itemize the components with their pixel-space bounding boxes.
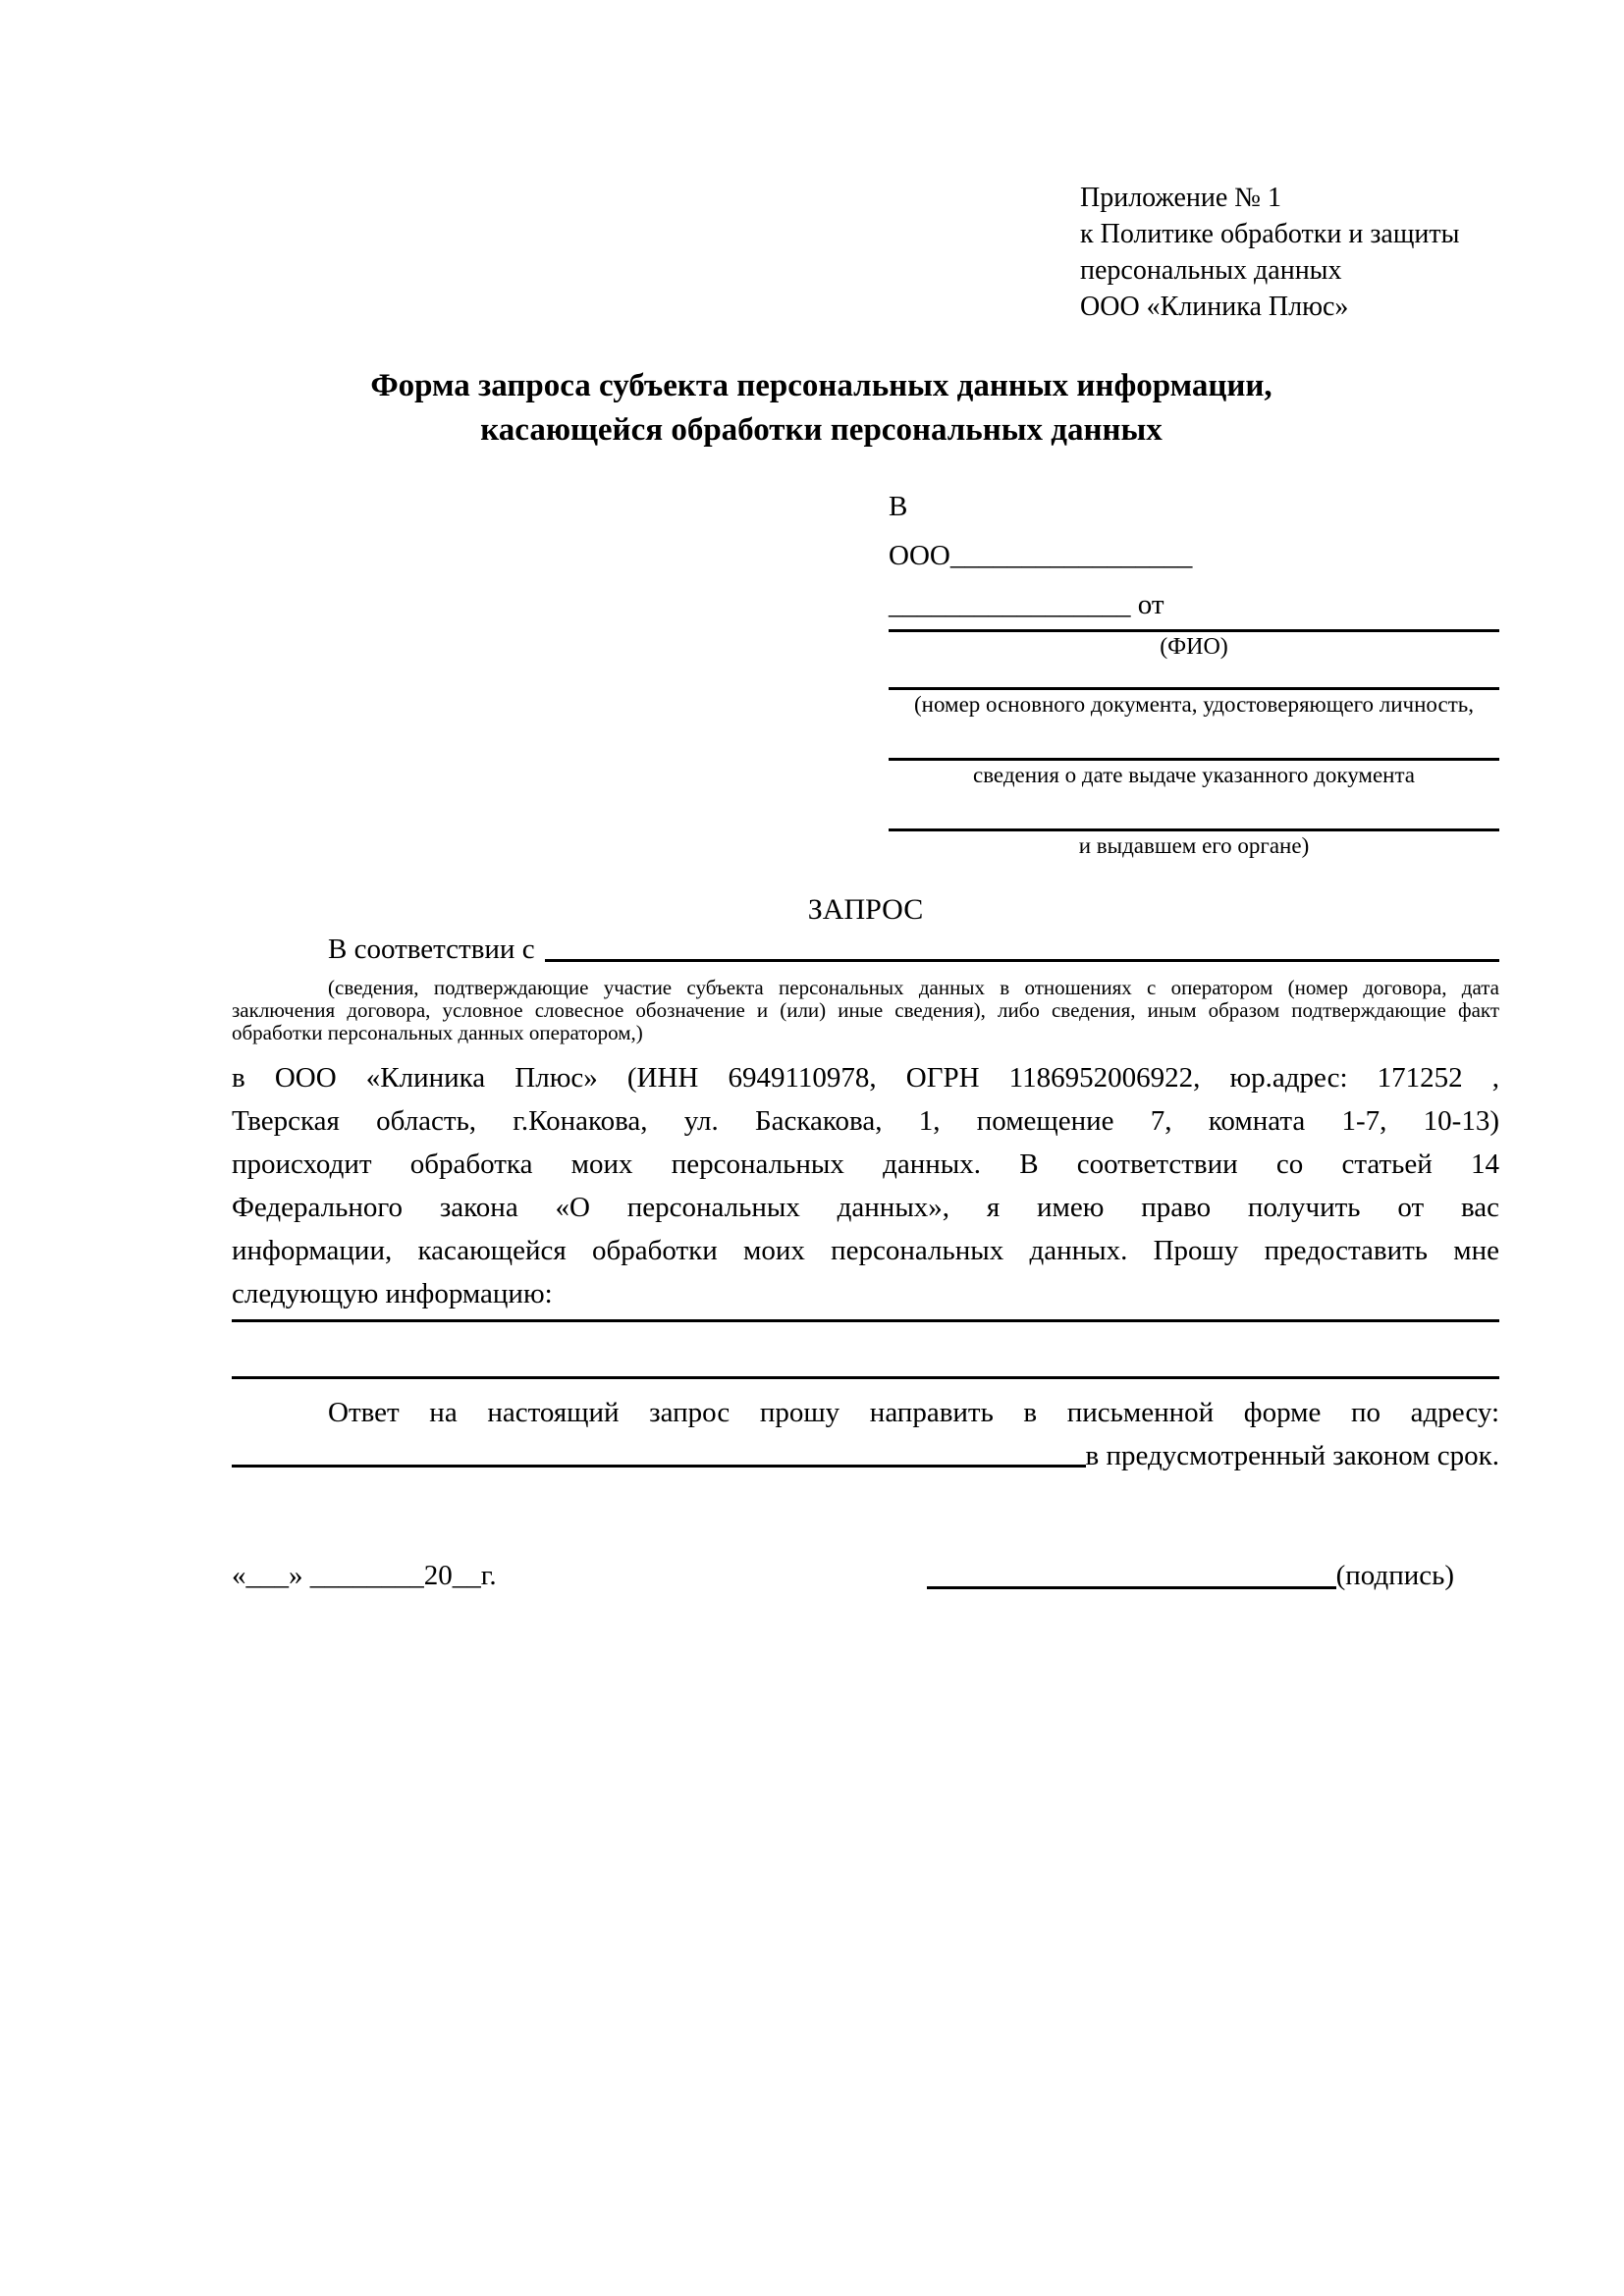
- appendix-note-line: к Политике обработки и защиты: [1080, 219, 1460, 249]
- request-body-line: Федерального закона «О персональных данных», я имею право получить от вас: [232, 1192, 1499, 1223]
- request-intro-label: В соответствии с: [328, 934, 535, 965]
- request-body-line: в ООО «Клиника Плюс» (ИНН 6949110978, ОГРН 1186952006922, юр.адрес: 171252 ,: [232, 1062, 1499, 1094]
- signature-blank-field: [927, 1586, 1336, 1589]
- fine-print-line: (сведения, подтверждающие участие субъекта персональных данных в отношениях с оператором (номер договора, дата: [328, 976, 1499, 999]
- addressee-block: [889, 482, 1499, 861]
- document-number-caption: (номер основного документа, удостоверяющего личность,: [913, 692, 1474, 717]
- response-address-blank-field: [232, 1465, 1086, 1468]
- document-number-group: [889, 687, 1499, 720]
- signature-caption: (подпись): [1335, 1560, 1454, 1591]
- issuing-authority-caption: и выдавшем его органе): [1078, 833, 1310, 858]
- request-intro-blank-field: [545, 930, 1499, 962]
- document-title-line: касающейся обработки персональных данных: [480, 412, 1163, 448]
- fine-print-line: заключения договора, условное словесное обозначение и (или) иные сведения), либо сведения, иным образом подтверждающие факт: [232, 998, 1499, 1022]
- issuing-authority-group: [889, 828, 1499, 861]
- appendix-note: [1080, 180, 1499, 325]
- requested-info-blank-field-2: [232, 1376, 1499, 1379]
- appendix-note-line: персональных данных: [1080, 255, 1342, 286]
- fine-print-note: [232, 977, 1499, 1044]
- issue-date-caption: сведения о дате выдаче указанного документа: [972, 763, 1416, 787]
- request-body-line: Тверская область, г.Конакова, ул. Баскакова, 1, помещение 7, комната 1-7, 10-13): [232, 1105, 1499, 1137]
- fio-caption: (ФИО): [1160, 634, 1228, 660]
- request-body-line: следующую информацию:: [232, 1278, 553, 1309]
- response-address-row: [232, 1434, 1499, 1477]
- addressee-to-line: В: [889, 491, 908, 522]
- response-address-sentence: Ответ на настоящий запрос прошу направить в письменной форме по адресу:: [328, 1397, 1499, 1428]
- request-heading: ЗАПРОС: [807, 893, 924, 926]
- footer-row: [232, 1554, 1499, 1597]
- request-intro-row: [232, 930, 1499, 969]
- document-title: [232, 364, 1411, 453]
- request-body-paragraph: [232, 1056, 1499, 1315]
- response-deadline-text: в предусмотренный законом срок.: [1085, 1440, 1499, 1471]
- issue-date-group: [889, 758, 1499, 790]
- document-content: [232, 0, 1499, 1597]
- document-title-line: Форма запроса субъекта персональных данных информации,: [370, 368, 1272, 403]
- signature-cell: [927, 1554, 1454, 1597]
- date-blank-field: «___» ________20__г.: [232, 1560, 497, 1591]
- addressee-from-field: _________________ от: [889, 589, 1164, 620]
- requested-info-blank-field-1: [232, 1319, 1499, 1322]
- request-body-line: происходит обработка моих персональных данных. В соответствии со статьей 14: [232, 1148, 1499, 1180]
- addressee-organization-field: ООО_________________: [889, 540, 1193, 571]
- appendix-note-line: ООО «Клиника Плюс»: [1080, 292, 1349, 322]
- fine-print-line: обработки персональных данных оператором,): [232, 1021, 643, 1044]
- appendix-note-line: Приложение № 1: [1080, 183, 1281, 213]
- request-body-line: информации, касающейся обработки моих персональных данных. Прошу предоставить мне: [232, 1235, 1499, 1266]
